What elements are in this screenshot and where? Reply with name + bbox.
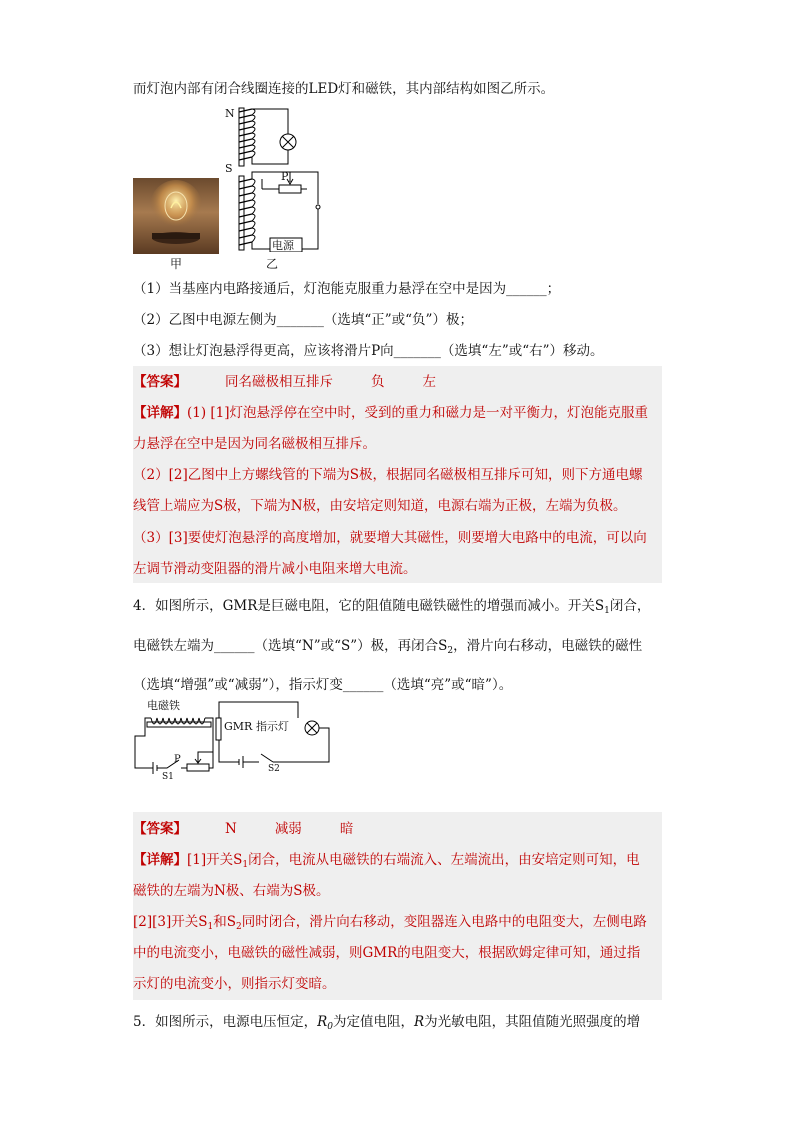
q4-answer-3: 暗	[339, 821, 354, 837]
q4-line-2	[133, 637, 642, 660]
q4-d3-sub2: 2	[235, 922, 242, 932]
q4-answer-line	[133, 820, 353, 838]
fig-q4-p-label: P	[174, 754, 181, 765]
answer-label: 【答案】	[133, 374, 187, 390]
q3-detail-2: 力悬浮在空中是因为同名磁极相互排斥。	[133, 436, 376, 452]
q5-r0: R	[317, 1014, 328, 1030]
q3-detail-text-1: (1) [1]灯泡悬浮停在空中时，受到的重力和磁力是一对平衡力，灯泡能克服重	[187, 405, 649, 421]
q4-line2-end: ，滑片向右移动，电磁铁的磁性	[453, 638, 643, 654]
q5-text-a: 5．如图所示，电源电压恒定，	[133, 1014, 318, 1030]
q4-d1-end: 闭合，电流从电磁铁的右端流入、左端流出，由安培定则可知，电	[248, 852, 640, 868]
fig-jia-label: 甲	[170, 257, 183, 271]
fig-yi-label: 乙	[266, 257, 279, 271]
q4-line1-text: 4．如图所示，GMR是巨磁电阻，它的阻值随电磁铁磁性的增强而减小。开关S	[133, 598, 605, 614]
q4-answer-2: 减弱	[274, 821, 302, 837]
q4-line-1	[133, 597, 650, 620]
fig-q4-gmr-label: GMR	[224, 720, 253, 733]
q3-detail-6: 左调节滑动变阻器的滑片减小电阻来增大电流。	[133, 561, 417, 577]
q3-answer-line	[133, 373, 436, 391]
q3-answer-2: 负	[371, 374, 385, 390]
q4-line1-end: 闭合，	[609, 598, 651, 614]
fig-yi-power-label: 电源	[272, 239, 294, 252]
fig-q4-lamp-label: 指示灯	[256, 720, 289, 733]
q4-answer-1: N	[225, 821, 237, 837]
q4-line-3: （选填“增强”或“减弱”），指示灯变______（选填“亮”或“暗”）。	[133, 677, 513, 693]
q3-answer-3: 左	[422, 374, 436, 390]
q4-line2-sub: 2	[447, 646, 454, 656]
q4-detail-4: 中的电流变小，电磁铁的磁性减弱，则GMR的电阻变大，根据欧姆定律可知，通过指	[133, 945, 641, 961]
fig-q4-s1-label: S1	[162, 772, 174, 782]
q3-detail-1	[133, 404, 648, 422]
detail-label: 【详解】	[133, 852, 187, 868]
q4-line1-sub: 1	[604, 606, 610, 616]
q4-detail-3	[133, 913, 647, 936]
q4-d1-sub: 1	[242, 860, 249, 870]
fig-q4-s2-label: S2	[268, 764, 280, 774]
q3-sub2: （2）乙图中电源左侧为_______（选填“正”或“负”）极；	[133, 312, 473, 328]
q4-detail-2: 磁铁的左端为N极、右端为S极。	[133, 883, 330, 899]
q4-line2-text: 电磁铁左端为______（选填“N”或“S”）极，再闭合S	[133, 638, 448, 654]
q3-intro: 而灯泡内部有闭合线圈连接的LED灯和磁铁，其内部结构如图乙所示。	[133, 81, 555, 97]
q4-detail-1	[133, 851, 640, 874]
q5-text-c: 为光敏电阻，其阻值随光照强度的增	[424, 1014, 641, 1030]
q3-detail-3: （2）[2]乙图中上方螺线管的下端为S极，根据同名磁极相互排斥可知，则下方通电螺	[133, 467, 643, 483]
figure-yi-circuit	[222, 104, 324, 252]
q3-sub3: （3）想让灯泡悬浮得更高，应该将滑片P向_______（选填“左”或“右”）移动。	[133, 343, 604, 359]
q4-d3-mid: 和S	[213, 914, 236, 930]
q5-r: R	[414, 1014, 425, 1030]
fig-yi-p-label: P	[281, 170, 289, 183]
fig-yi-s-label: S	[225, 162, 233, 175]
q4-d3-sub1: 1	[207, 922, 214, 932]
q5-text-b: 为定值电阻，	[333, 1014, 414, 1030]
detail-label: 【详解】	[133, 405, 187, 421]
answer-label: 【答案】	[133, 821, 187, 837]
q3-sub1: （1）当基座内电路接通后，灯泡能克服重力悬浮在空中是因为______；	[133, 281, 561, 297]
q4-d3-end: 同时闭合，滑片向右移动，变阻器连入电路中的电阻变大，左侧电路	[241, 914, 647, 930]
q5-r0-sub: 0	[327, 1022, 333, 1032]
q4-d1-text: [1]开关S	[187, 852, 243, 868]
q4-detail-5: 示灯的电流变小，则指示灯变暗。	[133, 976, 336, 992]
q3-answer-1: 同名磁极相互排斥	[225, 374, 333, 390]
lamp-photo	[133, 178, 219, 254]
fig-q4-magnet-label: 电磁铁	[147, 699, 180, 712]
q3-detail-4: 线管上端应为S极，下端为N极，由安培定则知道，电源右端为正极，左端为负极。	[133, 498, 627, 514]
q4-answer-box	[133, 812, 662, 1000]
q4-d3-text: [2][3]开关S	[133, 914, 208, 930]
q3-detail-5: （3）[3]要使灯泡悬浮的高度增加，就要增大其磁性，则要增大电路中的电流，可以向	[133, 530, 647, 546]
fig-yi-n-label: N	[225, 107, 235, 120]
q5-line-1	[133, 1013, 640, 1036]
